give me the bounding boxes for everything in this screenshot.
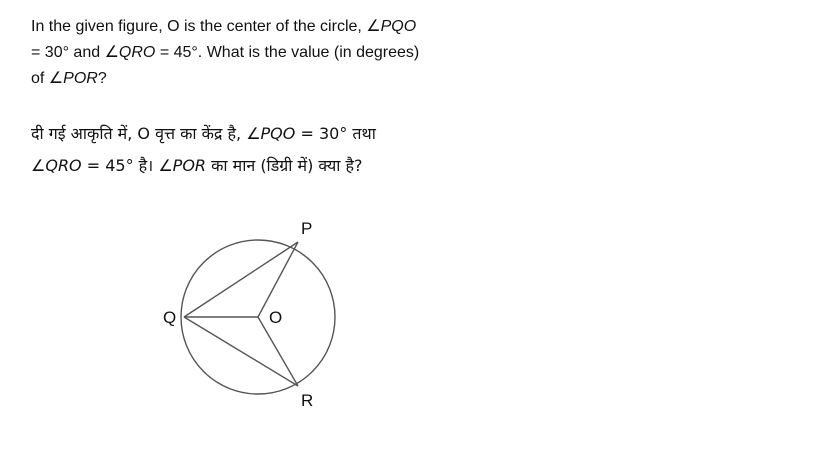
question-hi-text: का मान (डिग्री में) क्या है? [206, 156, 363, 175]
angle-por-en: ∠POR [48, 70, 98, 87]
radius-op [258, 242, 298, 317]
question-hi-text: दी गई आकृति में, O वृत्त का केंद्र है, [31, 124, 247, 143]
chord-qr [184, 317, 298, 386]
point-label-p: P [301, 219, 313, 238]
angle-pqo-en: ∠PQO [366, 18, 417, 35]
chord-qp [184, 242, 298, 317]
radius-or [258, 317, 298, 386]
angle-por-hi: ∠POR [158, 156, 207, 175]
question-en-text: In the given figure, O is the center of the circle, [31, 18, 367, 35]
question-hi-text: = 45° है। [81, 156, 159, 175]
question-en-text: of [31, 70, 49, 87]
question-hi-text: = 30° तथा [295, 124, 376, 143]
angle-qro-hi: ∠QRO [31, 156, 82, 175]
question-en-text: ? [97, 70, 107, 87]
point-label-q: Q [163, 308, 177, 327]
angle-pqo-hi: ∠PQO [246, 124, 296, 143]
point-label-r: R [301, 391, 314, 410]
point-label-o: O [269, 308, 283, 327]
question-en-text: = 45°. What is the value (in degrees) [155, 44, 420, 61]
question-en-text: = 30° and [31, 44, 105, 61]
angle-qro-en: ∠QRO [104, 44, 156, 61]
